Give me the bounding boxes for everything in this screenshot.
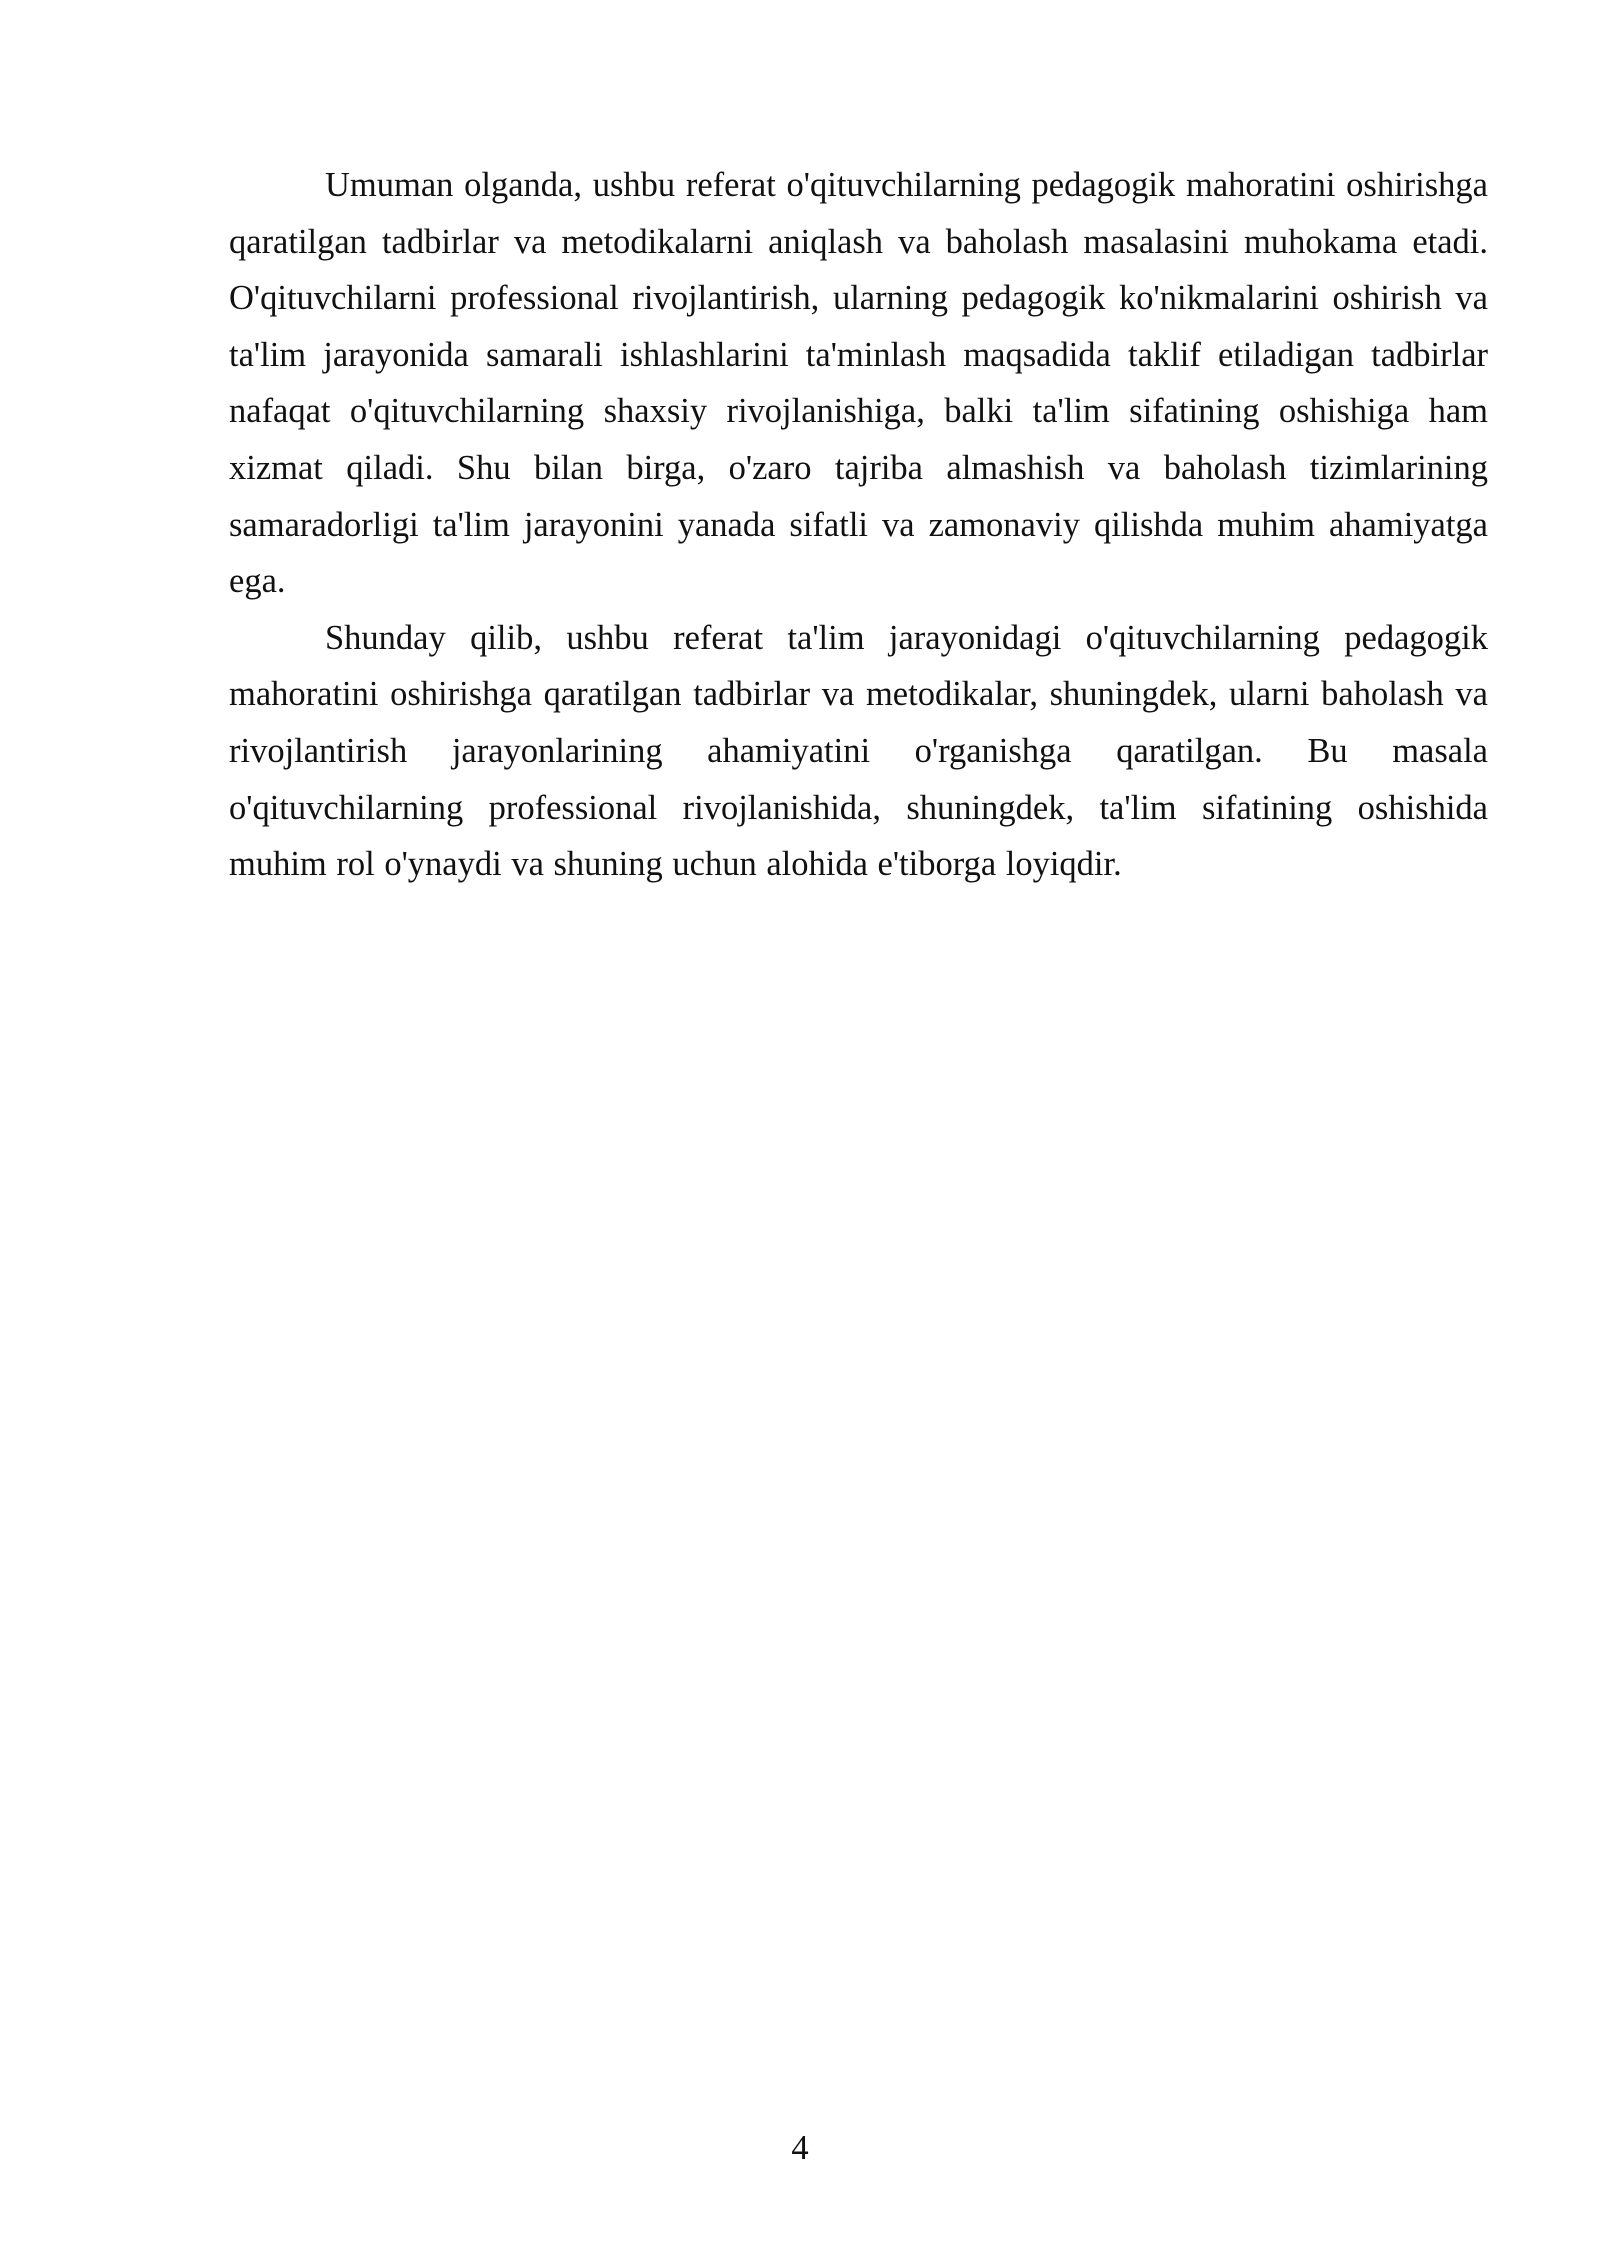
paragraph-2: Shunday qilib, ushbu referat ta'lim jarayonidagi o'qituvchilarning pedagogik mahoratini oshirishga qaratilgan tadbirlar va metodikalar, shuningdek, ularni baholash va rivojlantirish jarayonlarining ahamiyatini o'rganishga qaratilgan. Bu masala o'qituvchilarning professional rivojlanishida, shuningdek, ta'lim sifatining oshishida muhim rol o'ynaydi va shuning uchun alohida e'tiborga loyiqdir. <box>229 618 1488 884</box>
paragraph-1: Umuman olganda, ushbu referat o'qituvchilarning pedagogik mahoratini oshirishga qaratilgan tadbirlar va metodikalarni aniqlash va baholash masalasini muhokama etadi. O'qituvchilarni professional rivojlantirish, ularning pedagogik ko'nikmalarini oshirish va ta'lim jarayonida samarali ishlashlarini ta'minlash maqsadida taklif etiladigan tadbirlar nafaqat o'qituvchilarning shaxsiy rivojlanishiga, balki ta'lim sifatining oshishiga ham xizmat qiladi. Shu bilan birga, o'zaro tajriba almashish va baholash tizimlarining samaradorligi ta'lim jarayonini yanada sifatli va zamonaviy qilishda muhim ahamiyatga ega. <box>229 166 1488 601</box>
page-number: 4 <box>791 2129 809 2167</box>
body-text <box>229 157 1488 893</box>
